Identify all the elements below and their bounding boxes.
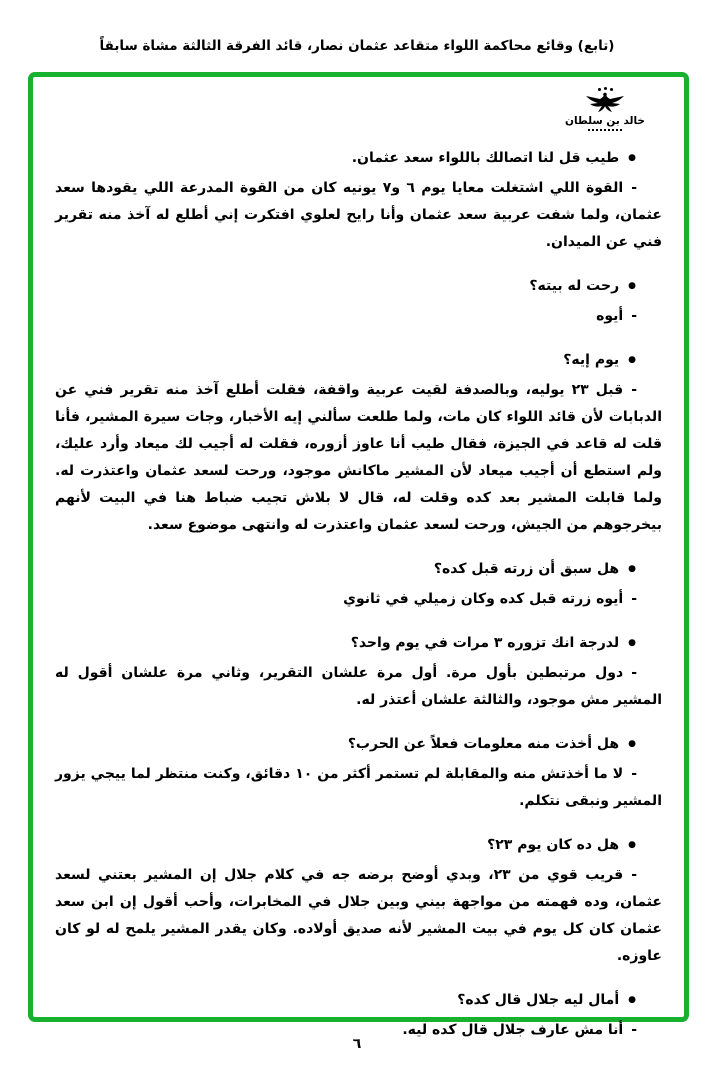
question-text: طيب قل لنا اتصالك باللواء سعد عثمان. bbox=[351, 150, 620, 166]
question-line bbox=[55, 273, 662, 300]
answer-dash-marker: - bbox=[631, 665, 637, 681]
document-border-frame bbox=[28, 72, 689, 1038]
qa-group bbox=[55, 832, 662, 970]
question-line bbox=[55, 145, 662, 172]
answer-text: لا ما أخذتش منه والمقابلة لم تستمر أكثر من ١٠ دقائق، وكنت منتظر لما ييجي يزور المشير ونبقى نتكلم. bbox=[55, 766, 662, 809]
eagle-crest-icon bbox=[583, 91, 627, 115]
answer-text: أيوه زرته قبل كده وكان زميلي في ثانوي bbox=[343, 591, 624, 607]
question-text: هل سبق أن زرته قبل كده؟ bbox=[433, 561, 620, 577]
question-text: رحت له بيته؟ bbox=[529, 278, 620, 294]
qa-group bbox=[55, 556, 662, 613]
answer-text: قريب قوي من ٢٣، وبدي أوضح برضه جه في كلام جلال إن المشير بعتني لسعد عثمان، وده فهمته من مواجهة بيني وبين جلال في المخابرات، وأحب أقول إن ابن سعد عثمان كان كل يوم في بيت المشير لأنه صديق أولاده. وكان يقدر المشير يلمح له لو كان عاوزه. bbox=[55, 867, 662, 964]
question-text: يوم إيه؟ bbox=[563, 352, 620, 368]
qa-group bbox=[55, 731, 662, 815]
emblem-subline bbox=[588, 129, 622, 131]
answer-dash-marker: - bbox=[631, 766, 637, 782]
answer-text: أنا مش عارف جلال قال كده ليه. bbox=[402, 1022, 624, 1038]
emblem-name-text: خالد بن سلطان bbox=[565, 115, 645, 127]
page-header-title: (تابع) وقائع محاكمة اللواء متقاعد عثمان نصار، قائد الفرقة الثالثة مشاة سابقاً bbox=[99, 38, 615, 54]
question-bullet-icon: ● bbox=[628, 355, 636, 365]
answer-text: القوة اللي اشتغلت معايا يوم ٦ و٧ يونيه كان من القوة المدرعة اللي يقودها سعد عثمان، ولما شفت عربية سعد عثمان وأنا رايح لعلوي افتكرت إني أطلع له آخذ منه تقرير فني عن الميدان. bbox=[55, 180, 662, 250]
question-text: هل أخذت منه معلومات فعلاً عن الحرب؟ bbox=[347, 736, 620, 752]
question-text: أمال ليه جلال قال كده؟ bbox=[457, 992, 620, 1008]
question-bullet-icon: ● bbox=[628, 638, 636, 648]
answer-paragraph bbox=[55, 660, 662, 714]
question-bullet-icon: ● bbox=[628, 153, 636, 163]
question-bullet-icon: ● bbox=[628, 840, 636, 850]
question-line bbox=[55, 630, 662, 657]
question-bullet-icon: ● bbox=[628, 281, 636, 291]
answer-dash-marker: - bbox=[631, 180, 637, 196]
answer-paragraph bbox=[55, 175, 662, 256]
answer-paragraph bbox=[55, 377, 662, 539]
question-line bbox=[55, 556, 662, 583]
answer-dash-marker: - bbox=[631, 1022, 637, 1038]
qa-group bbox=[55, 347, 662, 539]
answer-dash-marker: - bbox=[631, 308, 637, 324]
answer-text: أيوه bbox=[596, 308, 624, 324]
question-line bbox=[55, 832, 662, 859]
answer-paragraph bbox=[55, 586, 662, 613]
question-text: لدرجة انك تزوره ٣ مرات في يوم واحد؟ bbox=[350, 635, 620, 651]
answer-text: دول مرتبطين بأول مرة. أول مرة علشان التقرير، وثاني مرة علشان أقول له المشير مش موجود، والثالثة علشان أعتذر له. bbox=[55, 665, 662, 708]
qa-group bbox=[55, 630, 662, 714]
question-line bbox=[55, 731, 662, 758]
emblem-ornament-dots bbox=[604, 87, 607, 90]
answer-paragraph bbox=[55, 761, 662, 815]
answer-dash-marker: - bbox=[631, 591, 637, 607]
qa-group bbox=[55, 273, 662, 330]
answer-dash-marker: - bbox=[631, 867, 637, 883]
page-number: ٦ bbox=[352, 1036, 362, 1052]
question-text: هل ده كان يوم ٢٣؟ bbox=[487, 837, 620, 853]
question-bullet-icon: ● bbox=[628, 564, 636, 574]
answer-text: قبل ٢٣ يوليه، وبالصدفة لقيت عربية واقفة، فقلت أطلع آخذ منه تقرير فني عن الدبابات لأن قائد اللواء كان مات، ولما طلعت سألني إيه الأخبار، وجات سيرة المشير، فأنا قلت له قاعد في الجيزة، فقال طيب أنا عاوز أزوره، فقلت له أجيب لك ميعاد وأرد عليك، ولم استطع أن أجيب ميعاد لأن المشير ماكانش موجود، ورحت لسعد عثمان واعتذرت له. ولما قابلت المشير بعد كده وقلت له، قال لا بلاش تجيب ضباط هنا في البيت لأنهم بيخرجوهم من الجيش، ورحت لسعد عثمان واعتذرت له وانتهى موضوع سعد. bbox=[55, 382, 662, 533]
emblem-stamp bbox=[560, 87, 650, 131]
answer-dash-marker: - bbox=[631, 382, 637, 398]
question-bullet-icon: ● bbox=[628, 995, 636, 1005]
answer-paragraph bbox=[55, 862, 662, 970]
qa-group bbox=[55, 145, 662, 256]
answer-paragraph bbox=[55, 303, 662, 330]
question-line bbox=[55, 987, 662, 1014]
question-bullet-icon: ● bbox=[628, 739, 636, 749]
question-line bbox=[55, 347, 662, 374]
